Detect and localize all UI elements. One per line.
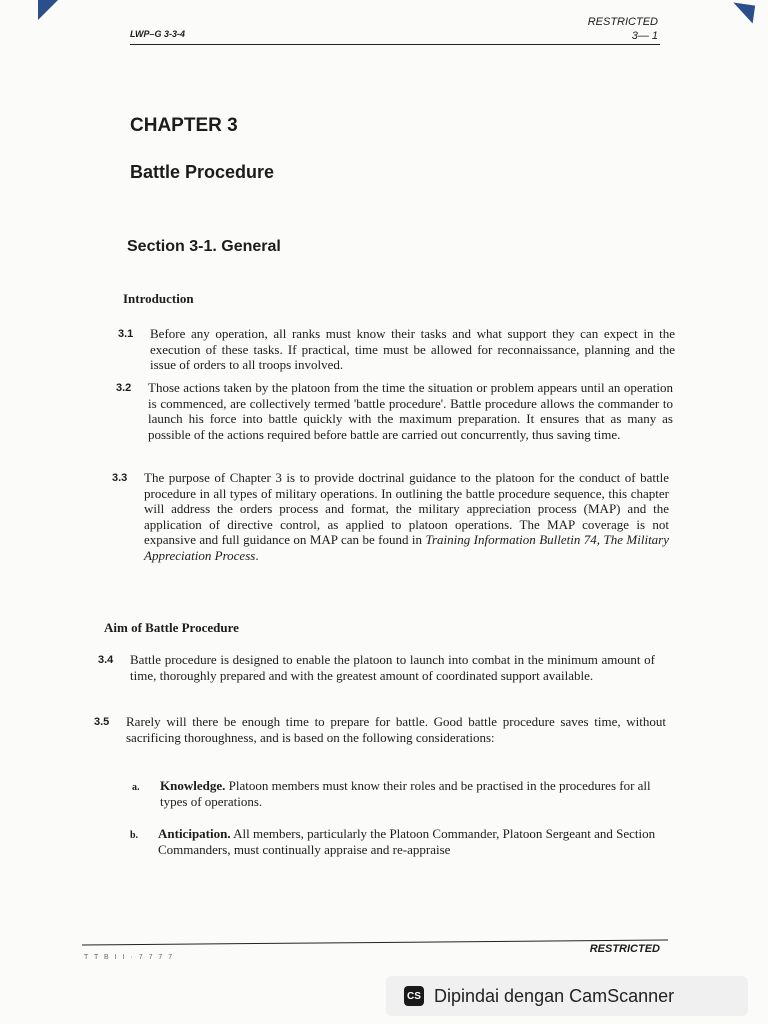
paragraph-body: The purpose of Chapter 3 is to provide doctrinal guidance to the platoon for the conduct of battle procedure in all types of military operations. In outlining the battle procedure sequence, this chapter will address the orders process and format, the military appreciation process (MAP) and the application of directive control, as applied to platoon operations. The MAP coverage is not expansive and full guidance on MAP can be found in (144, 470, 669, 547)
footer-classification: RESTRICTED (589, 943, 660, 955)
page-number: 3— 1 (631, 30, 658, 42)
paragraph-text: Those actions taken by the platoon from the time the situation or problem appears until an operation is commenced, are collectively termed 'battle procedure'. Battle procedure allows the commander to launch his force into battle quickly with the maximum preparation. It ensures that as many as possible of the actions required before battle are carried out concurrently, thus saving time. (148, 380, 673, 442)
consideration-text: Platoon members must know their roles and be practised in the procedures for all types of operations. (160, 778, 651, 809)
paragraph-number: 3.4 (98, 654, 114, 666)
introduction-heading: Introduction (123, 291, 194, 306)
paragraph-end: . (255, 547, 259, 563)
paragraph-3-4 (98, 652, 655, 683)
chapter-title: Battle Procedure (130, 162, 275, 182)
camscanner-logo-icon: CS (404, 986, 424, 1006)
consideration-label: a. (132, 782, 140, 793)
aim-heading: Aim of Battle Procedure (104, 620, 239, 635)
reference-title: Training Information Bulletin 74, The Military Appreciation Process (144, 532, 670, 563)
consideration-label: b. (130, 830, 139, 841)
header-right (588, 15, 658, 43)
paragraph-3-2 (116, 380, 673, 442)
footer-rule (82, 939, 668, 945)
camscanner-watermark (386, 976, 748, 1016)
paragraph-3-3 (112, 470, 670, 563)
header-rule (130, 44, 660, 45)
consideration-term: Anticipation. (158, 826, 231, 841)
footer-print-code: T T B I I · 7 7 7 7 (84, 954, 175, 961)
consideration-b (130, 826, 658, 857)
consideration-term: Knowledge. (160, 778, 226, 793)
consideration-a (132, 778, 660, 809)
paragraph-text: Before any operation, all ranks must know their tasks and what support they can expect in the execution of these tasks. If practical, time must be allowed for reconnaissance, planning and the issue of orders to all troops involved. (150, 326, 675, 372)
paragraph-text: Battle procedure is designed to enable the platoon to launch into combat in the minimum amount of time, thoroughly prepared and with the greatest amount of coordinated support available. (130, 652, 655, 683)
corner-marker-right (731, 3, 755, 24)
paragraph-text (144, 470, 669, 563)
paragraph-3-1 (118, 326, 675, 373)
header-classification: RESTRICTED (587, 16, 658, 28)
consideration-text: All members, particularly the Platoon Commander, Platoon Sergeant and Section Commanders, must continually appraise and re-appraise (158, 826, 656, 857)
paragraph-3-5 (94, 714, 666, 745)
paragraph-number: 3.2 (116, 382, 132, 394)
paragraph-number: 3.5 (94, 716, 110, 728)
section-heading: Section 3-1. General (127, 238, 281, 255)
paragraph-number: 3.1 (118, 328, 134, 340)
camscanner-text: Dipindai dengan CamScanner (434, 985, 675, 1006)
paragraph-number: 3.3 (112, 472, 128, 484)
corner-marker-left (38, 0, 58, 20)
paragraph-text: Rarely will there be enough time to prepare for battle. Good battle procedure saves time, without sacrificing thoroughness, and is based on the following considerations: (126, 714, 666, 745)
chapter-heading: CHAPTER 3 (130, 115, 238, 136)
doc-code: LWP–G 3-3-4 (130, 29, 186, 39)
